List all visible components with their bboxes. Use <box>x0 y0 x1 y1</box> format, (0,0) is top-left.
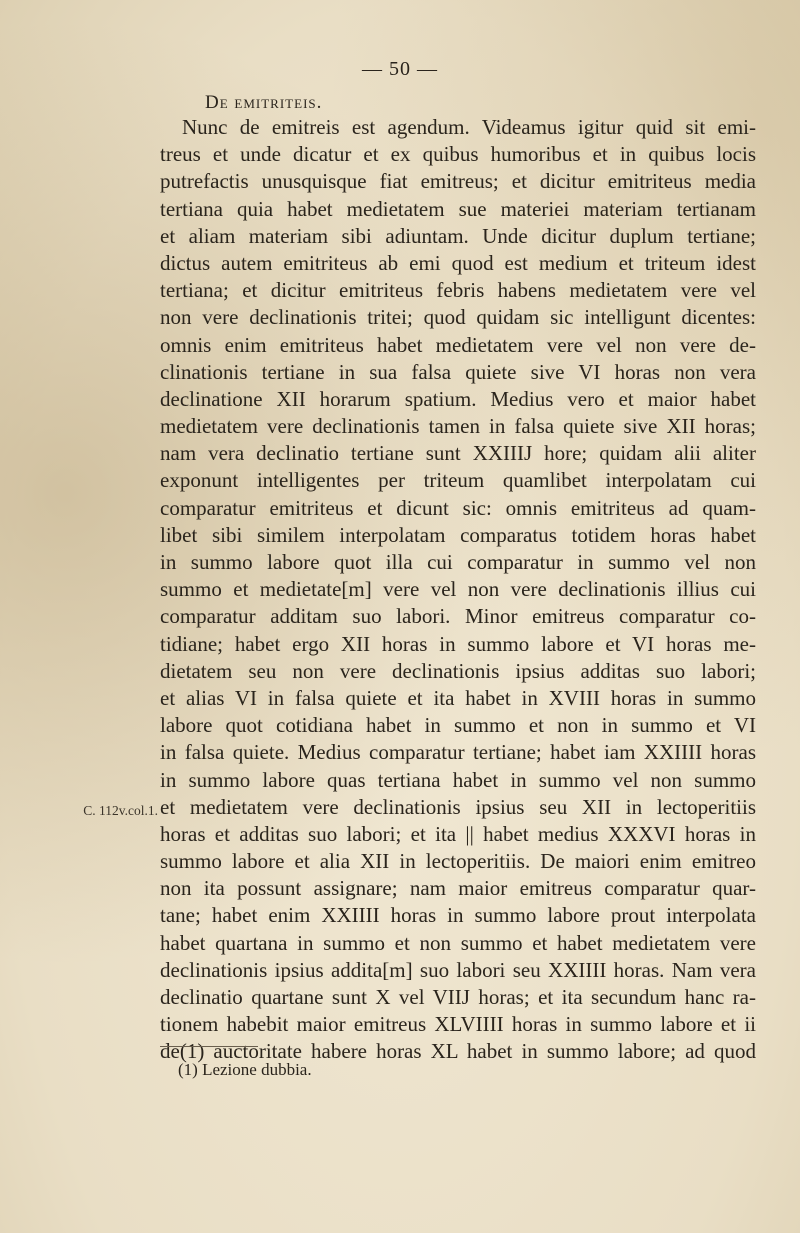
text-line: omnis enim emitriteus habet medietatem vere vel non vere de- <box>160 332 756 357</box>
text-line: tertiana quia habet medietatem sue materiei materiam tertianam <box>160 196 756 221</box>
text-line: dictus autem emitriteus ab emi quod est medium et triteum idest <box>160 250 756 275</box>
text-line: clinationis tertiane in sua falsa quiete sive VI horas non vera <box>160 359 756 384</box>
text-line: summo labore et alia XII in lectoperitiis. De maiori enim emitreo <box>160 849 756 874</box>
text-line: Nunc de emitreis est agendum. Videamus igitur quid sit emi- <box>182 115 756 139</box>
text-line: labore quot cotidiana habet in summo et non in summo et VI <box>160 713 756 738</box>
text-line: comparatur additam suo labori. Minor emitreus comparatur co- <box>160 604 756 629</box>
text-line: tane; habet enim XXIIII horas in summo labore prout interpolata <box>160 903 756 928</box>
text-line: declinatio quartane sunt X vel VIIJ horas; et ita secundum hanc ra- <box>160 985 756 1009</box>
section-heading: De emitriteis. <box>205 92 323 113</box>
text-line: in falsa quiete. Medius comparatur tertiane; habet iam XXIIII horas <box>160 740 756 765</box>
text-line: in summo labore quas tertiana habet in summo vel non summo <box>160 767 756 792</box>
text-line: exponunt intelligentes per triteum quamlibet interpolatam cui <box>160 468 756 493</box>
text-line: libet sibi similem interpolatam comparatus totidem horas habet <box>160 522 756 547</box>
text-line: tionem habebit maior emitreus XLVIIII horas in summo labore et ii <box>160 1012 756 1037</box>
text-line: comparatur emitriteus et dicunt sic: omnis emitriteus ad quam- <box>160 495 756 520</box>
text-line: medietatem vere declinationis tamen in falsa quiete sive XII horas; <box>160 414 756 439</box>
text-line: tertiana; et dicitur emitriteus febris habens medietatem vere vel <box>160 278 756 303</box>
footnote-rule <box>160 1046 258 1047</box>
page-number: — 50 — <box>362 58 438 80</box>
text-line: horas et additas suo labori; et ita || habet medius XXXVI horas in <box>160 821 756 846</box>
text-line: et aliam materiam sibi adiuntam. Unde dicitur duplum tertiane; <box>160 223 756 248</box>
text-line: putrefactis unusquisque fiat emitreus; et dicitur emitriteus media <box>160 169 756 194</box>
text-line: dietatem seu non vere declinationis ipsius additas suo labori; <box>160 658 756 683</box>
text-line: tidiane; habet ergo XII horas in summo labore et VI horas me- <box>160 631 756 656</box>
text-line: declinationis ipsius addita[m] suo labori seu XXIIII horas. Nam vera <box>160 957 756 982</box>
margin-reference: C. 112v.col.1. <box>83 803 158 818</box>
text-line: et medietatem vere declinationis ipsius seu XII in lectoperitiis <box>160 794 756 819</box>
footnote: (1) Lezione dubbia. <box>178 1060 312 1079</box>
text-line: in summo labore quot illa cui comparatur in summo vel non <box>160 550 756 574</box>
text-line: declinatione XII horarum spatium. Medius vero et maior habet <box>160 386 756 411</box>
text-line: habet quartana in summo et non summo et habet medietatem vere <box>160 930 756 955</box>
text-line: treus et unde dicatur et ex quibus humoribus et in quibus locis <box>160 142 756 167</box>
text-line: non vere declinationis tritei; quod quidam sic intelligunt dicentes: <box>160 305 756 330</box>
text-line: et alias VI in falsa quiete et ita habet in XVIII horas in summo <box>160 685 756 710</box>
text-line: non ita possunt assignare; nam maior emitreus comparatur quar- <box>160 876 756 901</box>
body-text <box>160 114 756 1066</box>
text-line: nam vera declinatio tertiane sunt XXIIIJ hore; quidam alii aliter <box>160 441 756 466</box>
text-line: de(1) auctoritate habere horas XL habet in summo labore; ad quod <box>160 1039 756 1064</box>
text-line: summo et medietate[m] vere vel non vere declinationis illius cui <box>160 577 756 602</box>
